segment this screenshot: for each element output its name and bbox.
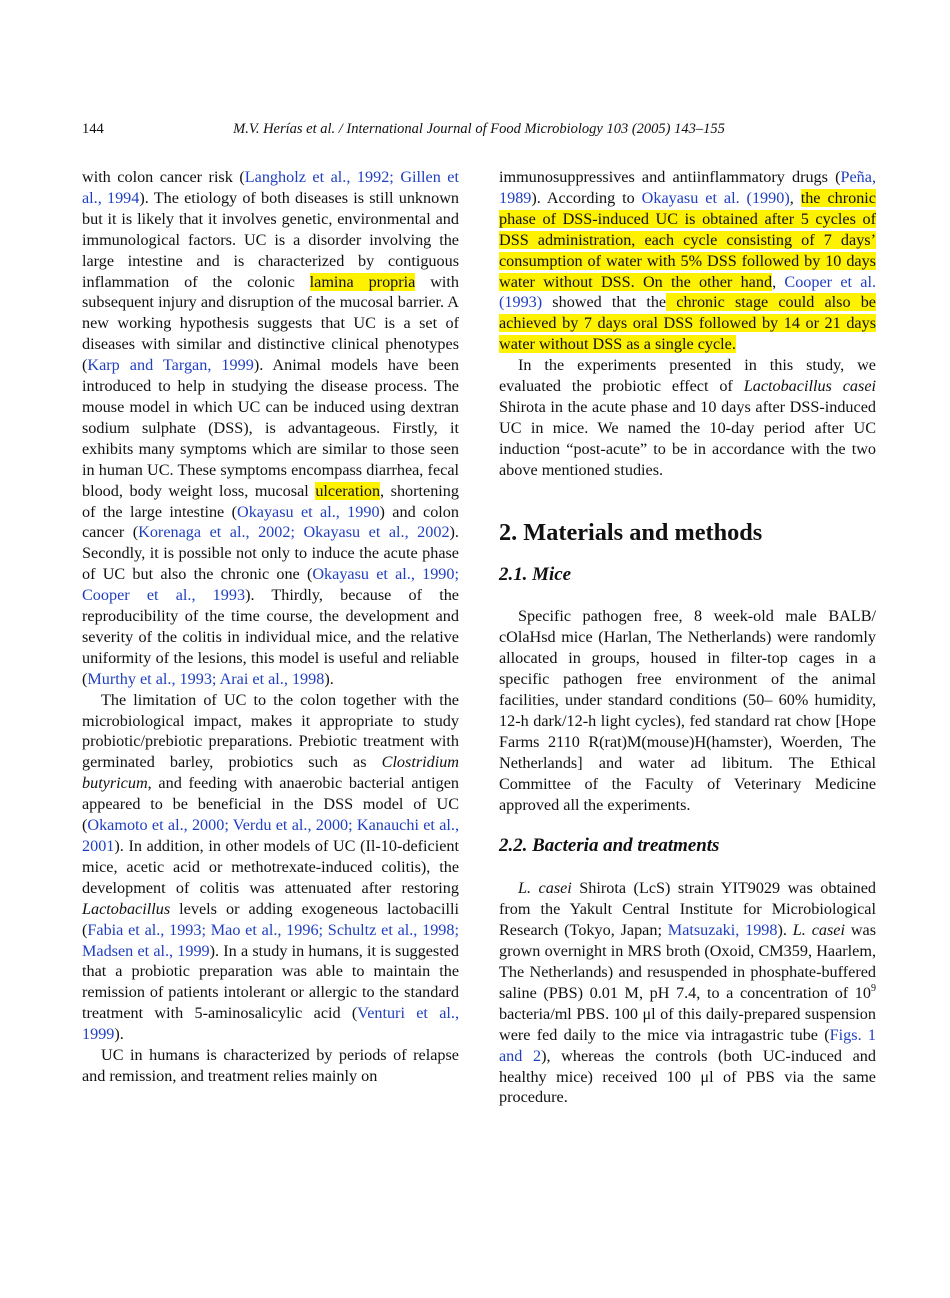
text-run: Shirota in the acute phase and 10 days after DSS-induced UC in mice. We named the 10-day period after UC induction “post-acute” to be in accordance with the two above mentioned studies. bbox=[499, 397, 876, 479]
text-run: UC in humans is characterized by periods of relapse and remission, and treatment relies mainly on bbox=[82, 1046, 459, 1085]
citation-link[interactable]: Okayasu et al. (1990) bbox=[641, 188, 790, 207]
citation-link[interactable]: Okayasu et al., 1990; Cooper et al., 1993 bbox=[82, 565, 459, 605]
left-column bbox=[82, 167, 459, 1087]
text-run: ). According to bbox=[531, 188, 642, 207]
paragraph bbox=[499, 878, 876, 1108]
text-run: immunosuppressives and antiinflammatory drugs ( bbox=[499, 168, 841, 186]
text-run: ) and colon cancer ( bbox=[82, 502, 459, 542]
text-run: bacteria/ml PBS. 100 μl of this daily-prepared suspension were fed daily to the mice via intragastric tube ( bbox=[499, 1004, 876, 1044]
text-run: ). Secondly, it is possible not only to induce the acute phase of UC but also the chronic one ( bbox=[82, 523, 459, 584]
highlighted-text: chronic stage could also be achieved by 7 days oral DSS followed by 14 or 21 days water without DSS as a single cycle. bbox=[499, 293, 876, 354]
text-run: , bbox=[772, 272, 785, 291]
text-run: ). Thirdly, because of the reproducibility of the time course, the development and severity of the colitis in individual mice, and the relative uniformity of the lesions, this model is useful and reliable ( bbox=[82, 586, 459, 688]
text-run: ). bbox=[114, 1025, 124, 1044]
running-head bbox=[82, 118, 876, 140]
paragraph bbox=[82, 690, 459, 1045]
page-number: 144 bbox=[82, 121, 104, 137]
text-run: was grown overnight in MRS broth (Oxoid, CM359, Haarlem, The Netherlands) and resuspended in phosphate-buffered saline (PBS) 0.01 M, pH 7.4, to a concentration of 10 bbox=[499, 921, 876, 1002]
text-run: L. casei bbox=[518, 879, 572, 898]
highlighted-text: ulceration bbox=[315, 481, 381, 500]
citation-link[interactable]: Cooper et al. (1993) bbox=[499, 272, 876, 312]
text-run: , shortening of the large intestine ( bbox=[82, 481, 459, 521]
journal-reference: M.V. Herías et al. / International Journal of Food Microbiology 103 (2005) 143–155 bbox=[233, 121, 725, 137]
paragraph bbox=[499, 167, 876, 355]
citation-link[interactable]: Fabia et al., 1993; Mao et al., 1996; Schultz et al., 1998; Madsen et al., 1999 bbox=[82, 920, 459, 960]
subsection-heading-mice: 2.1. Mice bbox=[499, 563, 572, 585]
text-run: ). bbox=[777, 921, 793, 940]
text-run: Specific pathogen free, 8 week-old male BALB/ cOlaHsd mice (Harlan, The Netherlands) were randomly allocated in groups, housed in filter-top cages in a specific pathogen free environment of the animal facilities, under standard conditions (50– 60% humidity, 12-h dark/12-h light cycles), fed standard rat chow [Hope Farms 2110 R(rat)M(mouse)H(hamster), Woerden, The Netherlands] and water ad libitum. The Ethical Committee of the Faculty of Veterinary Medicine approved all the experiments. bbox=[499, 607, 876, 814]
paragraph bbox=[499, 355, 876, 480]
text-run: Lactobacillus bbox=[82, 899, 171, 918]
highlighted-text: lamina propria bbox=[309, 272, 416, 291]
citation-link[interactable]: Langholz et al., 1992; Gillen et al., 1994 bbox=[82, 168, 459, 207]
text-run: Clostridium butyricum bbox=[82, 753, 459, 793]
citation-link[interactable]: Matsuzaki, 1998 bbox=[667, 921, 778, 940]
citation-link[interactable]: Okamoto et al., 2000; Verdu et al., 2000; Kanauchi et al., 2001 bbox=[82, 816, 459, 855]
text-run: levels or adding exogeneous lactobacilli ( bbox=[82, 899, 459, 939]
citation-link[interactable]: Korenaga et al., 2002; Okayasu et al., 2002 bbox=[138, 523, 450, 542]
citation-link[interactable]: Okayasu et al., 1990 bbox=[237, 502, 380, 521]
text-run: ). Animal models have been introduced to help in studying the disease process. The mouse model in which UC can be induced using dextran sodium sulphate (DSS), is advantageous. Firstly, it exhibits many symptoms which are similar to those seen in human UC. These symptoms encompass diarrhea, fecal blood, body weight loss, mucosal bbox=[82, 356, 459, 500]
text-run: ), whereas the controls (both UC-induced and healthy mice) received 100 μl of PBS via the same procedure. bbox=[499, 1046, 876, 1107]
text-run: , bbox=[789, 188, 801, 207]
text-run: In the experiments presented in this study, we evaluated the probiotic effect of bbox=[499, 356, 876, 396]
section-heading: 2. Materials and methods bbox=[499, 518, 763, 546]
text-run: L. casei bbox=[792, 921, 845, 940]
text-run: Lactobacillus casei bbox=[743, 377, 876, 396]
text-run: 9 bbox=[871, 982, 876, 994]
citation-link[interactable]: Karp and Targan, 1999 bbox=[87, 356, 254, 375]
text-run: showed that the bbox=[542, 293, 667, 312]
citation-link[interactable]: Venturi et al., 1999 bbox=[82, 1004, 459, 1044]
subsection-heading-bacteria: 2.2. Bacteria and treatments bbox=[499, 835, 720, 857]
text-run: ). bbox=[324, 669, 334, 688]
paragraph bbox=[82, 1045, 459, 1087]
right-column bbox=[499, 167, 876, 1108]
text-run: The limitation of UC to the colon together with the microbiological impact, makes it appropriate to study probiotic/prebiotic preparations. Prebiotic treatment with germinated barley, probiotics such as bbox=[82, 690, 459, 772]
citation-link[interactable]: Murthy et al., 1993; Arai et al., 1998 bbox=[87, 669, 325, 688]
text-run: with colon cancer risk ( bbox=[82, 168, 245, 186]
text-run: ). In a study in humans, it is suggested that a probiotic preparation was able to maintain the remission of patients intolerant or allergic to the standard treatment with 5-aminosalicylic acid ( bbox=[82, 941, 459, 1023]
text-run: Shirota (LcS) strain YIT9029 was obtained from the Yakult Central Institute for Microbiological Research (Tokyo, Japan; bbox=[499, 879, 876, 940]
paragraph bbox=[499, 606, 876, 815]
text-run: with subsequent injury and disruption of the mucosal barrier. A new working hypothesis suggests that UC is a set of diseases with similar and distinctive clinical phenotypes ( bbox=[82, 272, 460, 375]
text-run: ). In addition, in other models of UC (Il-10-deficient mice, acetic acid or methotrexate-induced colitis), the development of colitis was attenuated after restoring bbox=[82, 837, 459, 897]
citation-link[interactable]: Figs. 1 and 2 bbox=[499, 1025, 876, 1065]
text-run: , and feeding with anaerobic bacterial antigen appeared to be beneficial in the DSS model of UC ( bbox=[82, 774, 459, 835]
highlighted-text: the chronic phase of DSS-induced UC is obtained after 5 cycles of DSS administration, each cycle consisting of 7 days’ consumption of water with 5% DSS followed by 10 days water without DSS. On the other hand bbox=[499, 188, 876, 291]
text-run: ). The etiology of both diseases is still unknown but it is likely that it involves genetic, environmental and immunological factors. UC is a disorder involving the large intestine and is characterized by contiguous inflammation of the colonic bbox=[82, 188, 459, 291]
paragraph bbox=[82, 167, 459, 690]
citation-link[interactable]: Peña, 1989 bbox=[499, 168, 876, 207]
